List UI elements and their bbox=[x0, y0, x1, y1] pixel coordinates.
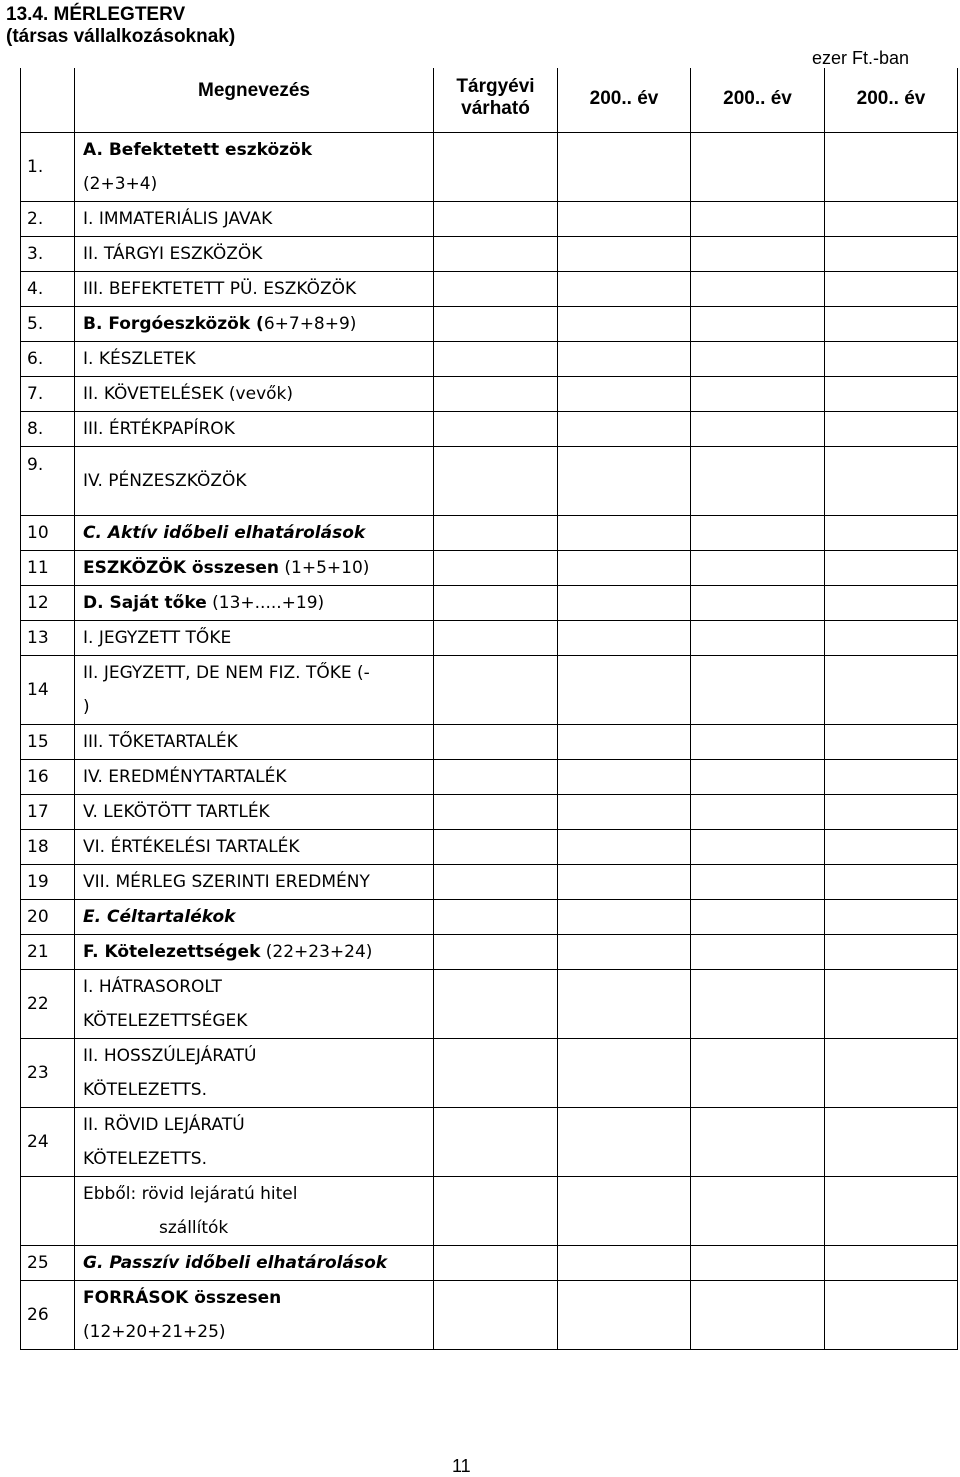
row-label bbox=[75, 655, 434, 724]
row-number: 5. bbox=[21, 306, 75, 341]
cell-year-3[interactable] bbox=[825, 864, 958, 899]
cell-year-3[interactable] bbox=[825, 724, 958, 759]
cell-year-3[interactable] bbox=[825, 620, 958, 655]
cell-year-3[interactable] bbox=[825, 1038, 958, 1107]
cell-year-1[interactable] bbox=[558, 759, 691, 794]
row-label-bold: A. Befektetett eszközök bbox=[83, 139, 313, 160]
cell-year-2[interactable] bbox=[691, 934, 825, 969]
row-label-line2: ) bbox=[83, 696, 90, 717]
row-label: I. JEGYZETT TŐKE bbox=[75, 620, 434, 655]
row-number: 19 bbox=[21, 864, 75, 899]
row-label: E. Céltartalékok bbox=[75, 899, 434, 934]
row-label-line1: I. HÁTRASOROLT bbox=[83, 976, 222, 997]
cell-year-3[interactable] bbox=[825, 829, 958, 864]
row-number: 12 bbox=[21, 585, 75, 620]
row-label: II. KÖVETELÉSEK (vevők) bbox=[75, 376, 434, 411]
row-label: VI. ÉRTÉKELÉSI TARTALÉK bbox=[75, 829, 434, 864]
cell-year-2[interactable] bbox=[691, 1038, 825, 1107]
cell-expected[interactable] bbox=[434, 1280, 558, 1349]
cell-year-3[interactable] bbox=[825, 236, 958, 271]
cell-year-1[interactable] bbox=[558, 1176, 691, 1245]
row-number: 3. bbox=[21, 236, 75, 271]
cell-expected[interactable] bbox=[434, 306, 558, 341]
row-number: 11 bbox=[21, 550, 75, 585]
cell-expected[interactable] bbox=[434, 864, 558, 899]
row-label-line2: szállítók bbox=[159, 1217, 229, 1238]
title-line-1: 13.4. MÉRLEGTERV bbox=[6, 4, 186, 25]
cell-expected[interactable] bbox=[434, 759, 558, 794]
row-label-bold: F. Kötelezettségek bbox=[83, 941, 261, 962]
row-number: 22 bbox=[21, 969, 75, 1038]
row-number: 16 bbox=[21, 759, 75, 794]
table-row bbox=[21, 585, 958, 620]
cell-expected[interactable] bbox=[434, 1176, 558, 1245]
cell-expected[interactable] bbox=[434, 550, 558, 585]
cell-year-2[interactable] bbox=[691, 376, 825, 411]
cell-year-1[interactable] bbox=[558, 1280, 691, 1349]
cell-year-2[interactable] bbox=[691, 899, 825, 934]
cell-year-1[interactable] bbox=[558, 829, 691, 864]
cell-year-3[interactable] bbox=[825, 446, 958, 515]
cell-year-1[interactable] bbox=[558, 1038, 691, 1107]
row-label: IV. EREDMÉNYTARTALÉK bbox=[75, 759, 434, 794]
cell-year-2[interactable] bbox=[691, 1280, 825, 1349]
table-row bbox=[21, 1107, 958, 1176]
table-row bbox=[21, 1038, 958, 1107]
cell-expected[interactable] bbox=[434, 934, 558, 969]
cell-year-1[interactable] bbox=[558, 620, 691, 655]
cell-expected[interactable] bbox=[434, 376, 558, 411]
table-row bbox=[21, 132, 958, 201]
row-label-line2: KÖTELEZETTS. bbox=[83, 1148, 207, 1169]
cell-year-3[interactable] bbox=[825, 515, 958, 550]
table-row bbox=[21, 934, 958, 969]
cell-expected[interactable] bbox=[434, 1038, 558, 1107]
row-label: VII. MÉRLEG SZERINTI EREDMÉNY bbox=[75, 864, 434, 899]
row-label-line1: Ebből: rövid lejáratú hitel bbox=[83, 1183, 298, 1204]
cell-year-2[interactable] bbox=[691, 655, 825, 724]
table-row bbox=[21, 376, 958, 411]
cell-year-3[interactable] bbox=[825, 899, 958, 934]
cell-expected[interactable] bbox=[434, 446, 558, 515]
page-number: 11 bbox=[452, 1456, 471, 1476]
row-label-line1: II. HOSSZÚLEJÁRATÚ bbox=[83, 1045, 257, 1066]
cell-year-3[interactable] bbox=[825, 341, 958, 376]
cell-year-3[interactable] bbox=[825, 1245, 958, 1280]
cell-expected[interactable] bbox=[434, 201, 558, 236]
cell-year-2[interactable] bbox=[691, 236, 825, 271]
table-row bbox=[21, 794, 958, 829]
row-label-rest: (1+5+10) bbox=[279, 557, 370, 578]
header-num-cell bbox=[21, 68, 75, 132]
row-label: I. KÉSZLETEK bbox=[75, 341, 434, 376]
header-year-1: 200.. év bbox=[558, 68, 691, 132]
cell-year-1[interactable] bbox=[558, 411, 691, 446]
row-label: III. ÉRTÉKPAPÍROK bbox=[75, 411, 434, 446]
row-label bbox=[75, 1107, 434, 1176]
table-row bbox=[21, 236, 958, 271]
row-label: G. Passzív időbeli elhatárolások bbox=[75, 1245, 434, 1280]
cell-year-3[interactable] bbox=[825, 1176, 958, 1245]
cell-year-1[interactable] bbox=[558, 236, 691, 271]
cell-expected[interactable] bbox=[434, 341, 558, 376]
cell-year-2[interactable] bbox=[691, 794, 825, 829]
cell-year-1[interactable] bbox=[558, 899, 691, 934]
cell-year-2[interactable] bbox=[691, 550, 825, 585]
header-name: Megnevezés bbox=[75, 68, 434, 132]
header-expected bbox=[434, 68, 558, 132]
cell-year-3[interactable] bbox=[825, 411, 958, 446]
row-label: IV. PÉNZESZKÖZÖK bbox=[75, 446, 434, 515]
cell-year-3[interactable] bbox=[825, 306, 958, 341]
cell-year-2[interactable] bbox=[691, 411, 825, 446]
cell-expected[interactable] bbox=[434, 515, 558, 550]
row-number: 14 bbox=[21, 655, 75, 724]
cell-year-2[interactable] bbox=[691, 341, 825, 376]
cell-expected[interactable] bbox=[434, 411, 558, 446]
cell-year-2[interactable] bbox=[691, 969, 825, 1038]
cell-year-3[interactable] bbox=[825, 794, 958, 829]
cell-year-2[interactable] bbox=[691, 306, 825, 341]
table-row bbox=[21, 306, 958, 341]
table-row bbox=[21, 829, 958, 864]
row-number: 21 bbox=[21, 934, 75, 969]
row-label-rest: (13+.....+19) bbox=[206, 592, 325, 613]
cell-year-1[interactable] bbox=[558, 515, 691, 550]
cell-year-2[interactable] bbox=[691, 1176, 825, 1245]
table-row bbox=[21, 620, 958, 655]
cell-expected[interactable] bbox=[434, 969, 558, 1038]
unit-label: ezer Ft.-ban bbox=[812, 48, 910, 68]
header-year-2: 200.. év bbox=[691, 68, 825, 132]
table-row bbox=[21, 411, 958, 446]
row-label: II. TÁRGYI ESZKÖZÖK bbox=[75, 236, 434, 271]
row-number: 13 bbox=[21, 620, 75, 655]
row-number: 24 bbox=[21, 1107, 75, 1176]
row-label bbox=[75, 132, 434, 201]
cell-expected[interactable] bbox=[434, 620, 558, 655]
row-number: 7. bbox=[21, 376, 75, 411]
cell-year-1[interactable] bbox=[558, 306, 691, 341]
row-label-line2: (12+20+21+25) bbox=[83, 1321, 226, 1342]
cell-year-1[interactable] bbox=[558, 132, 691, 201]
row-number: 20 bbox=[21, 899, 75, 934]
table-row bbox=[21, 655, 958, 724]
header-expected-line1: Tárgyévi bbox=[456, 76, 535, 97]
cell-expected[interactable] bbox=[434, 724, 558, 759]
row-label: III. BEFEKTETETT PÜ. ESZKÖZÖK bbox=[75, 271, 434, 306]
cell-expected[interactable] bbox=[434, 585, 558, 620]
header-expected-line2: várható bbox=[461, 98, 530, 119]
title-line-2: (társas vállalkozásoknak) bbox=[6, 26, 236, 47]
cell-expected[interactable] bbox=[434, 1245, 558, 1280]
row-label-bold: ESZKÖZÖK összesen bbox=[83, 557, 280, 578]
cell-year-3[interactable] bbox=[825, 969, 958, 1038]
header-year-3: 200.. év bbox=[825, 68, 958, 132]
table-row bbox=[21, 1245, 958, 1280]
row-label bbox=[75, 1038, 434, 1107]
cell-expected[interactable] bbox=[434, 236, 558, 271]
cell-year-2[interactable] bbox=[691, 620, 825, 655]
row-label bbox=[75, 969, 434, 1038]
row-label-bold: B. Forgóeszközök ( bbox=[83, 313, 264, 334]
cell-year-3[interactable] bbox=[825, 201, 958, 236]
cell-expected[interactable] bbox=[434, 655, 558, 724]
cell-year-2[interactable] bbox=[691, 1107, 825, 1176]
table-row bbox=[21, 201, 958, 236]
cell-year-1[interactable] bbox=[558, 1107, 691, 1176]
row-label bbox=[75, 585, 434, 620]
cell-year-3[interactable] bbox=[825, 934, 958, 969]
cell-year-3[interactable] bbox=[825, 1280, 958, 1349]
row-number: 10 bbox=[21, 515, 75, 550]
row-number: 1. bbox=[21, 132, 75, 201]
row-label: III. TŐKETARTALÉK bbox=[75, 724, 434, 759]
document-title bbox=[6, 4, 235, 48]
cell-year-1[interactable] bbox=[558, 585, 691, 620]
row-label bbox=[75, 1280, 434, 1349]
cell-year-3[interactable] bbox=[825, 550, 958, 585]
table-row bbox=[21, 759, 958, 794]
header-row bbox=[21, 68, 958, 132]
cell-expected[interactable] bbox=[434, 1107, 558, 1176]
cell-year-2[interactable] bbox=[691, 829, 825, 864]
table-row bbox=[21, 550, 958, 585]
cell-year-2[interactable] bbox=[691, 864, 825, 899]
row-number: 25 bbox=[21, 1245, 75, 1280]
cell-year-1[interactable] bbox=[558, 1245, 691, 1280]
row-label bbox=[75, 934, 434, 969]
cell-year-2[interactable] bbox=[691, 1245, 825, 1280]
row-number: 4. bbox=[21, 271, 75, 306]
cell-year-1[interactable] bbox=[558, 864, 691, 899]
row-label-line1: II. JEGYZETT, DE NEM FIZ. TŐKE (- bbox=[83, 662, 370, 683]
row-label: V. LEKÖTÖTT TARTLÉK bbox=[75, 794, 434, 829]
cell-year-3[interactable] bbox=[825, 271, 958, 306]
row-number: 18 bbox=[21, 829, 75, 864]
row-number: 15 bbox=[21, 724, 75, 759]
cell-year-1[interactable] bbox=[558, 969, 691, 1038]
row-label bbox=[75, 306, 434, 341]
cell-year-3[interactable] bbox=[825, 655, 958, 724]
cell-year-1[interactable] bbox=[558, 341, 691, 376]
cell-year-1[interactable] bbox=[558, 201, 691, 236]
row-label: I. IMMATERIÁLIS JAVAK bbox=[75, 201, 434, 236]
row-label bbox=[75, 550, 434, 585]
row-number: 2. bbox=[21, 201, 75, 236]
cell-year-2[interactable] bbox=[691, 446, 825, 515]
row-number: 23 bbox=[21, 1038, 75, 1107]
cell-expected[interactable] bbox=[434, 271, 558, 306]
table-row bbox=[21, 271, 958, 306]
table-row bbox=[21, 1280, 958, 1349]
cell-year-3[interactable] bbox=[825, 759, 958, 794]
cell-expected[interactable] bbox=[434, 899, 558, 934]
table-row bbox=[21, 341, 958, 376]
cell-year-2[interactable] bbox=[691, 585, 825, 620]
table-row bbox=[21, 969, 958, 1038]
cell-year-3[interactable] bbox=[825, 585, 958, 620]
row-number: 17 bbox=[21, 794, 75, 829]
row-label-rest: (22+23+24) bbox=[260, 941, 373, 962]
cell-year-3[interactable] bbox=[825, 132, 958, 201]
row-number: 9. bbox=[21, 446, 75, 515]
row-label bbox=[75, 1176, 434, 1245]
cell-year-1[interactable] bbox=[558, 724, 691, 759]
cell-expected[interactable] bbox=[434, 794, 558, 829]
cell-year-1[interactable] bbox=[558, 376, 691, 411]
row-label-line2: KÖTELEZETTSÉGEK bbox=[83, 1010, 248, 1031]
table-row bbox=[21, 864, 958, 899]
row-label-bold: FORRÁSOK összesen bbox=[83, 1287, 282, 1308]
row-label-line1: II. RÖVID LEJÁRATÚ bbox=[83, 1114, 245, 1135]
cell-year-1[interactable] bbox=[558, 550, 691, 585]
row-label-line2: KÖTELEZETTS. bbox=[83, 1079, 207, 1100]
table-row bbox=[21, 724, 958, 759]
cell-expected[interactable] bbox=[434, 829, 558, 864]
table-row bbox=[21, 515, 958, 550]
balance-sheet-table bbox=[20, 68, 958, 1350]
table-row bbox=[21, 899, 958, 934]
table-row bbox=[21, 446, 958, 515]
cell-year-1[interactable] bbox=[558, 794, 691, 829]
row-label-line2: (2+3+4) bbox=[83, 173, 158, 194]
cell-year-1[interactable] bbox=[558, 446, 691, 515]
row-number bbox=[21, 1176, 75, 1245]
cell-year-3[interactable] bbox=[825, 1107, 958, 1176]
cell-year-1[interactable] bbox=[558, 934, 691, 969]
cell-year-1[interactable] bbox=[558, 655, 691, 724]
cell-year-2[interactable] bbox=[691, 515, 825, 550]
row-number: 6. bbox=[21, 341, 75, 376]
cell-year-2[interactable] bbox=[691, 201, 825, 236]
row-label-bold: D. Saját tőke bbox=[83, 592, 207, 613]
cell-year-2[interactable] bbox=[691, 271, 825, 306]
row-number: 8. bbox=[21, 411, 75, 446]
cell-year-2[interactable] bbox=[691, 759, 825, 794]
cell-expected[interactable] bbox=[434, 132, 558, 201]
cell-year-1[interactable] bbox=[558, 271, 691, 306]
row-number: 26 bbox=[21, 1280, 75, 1349]
row-label-rest: 6+7+8+9) bbox=[263, 313, 357, 334]
cell-year-2[interactable] bbox=[691, 132, 825, 201]
row-label: C. Aktív időbeli elhatárolások bbox=[75, 515, 434, 550]
cell-year-3[interactable] bbox=[825, 376, 958, 411]
table-row bbox=[21, 1176, 958, 1245]
cell-year-2[interactable] bbox=[691, 724, 825, 759]
